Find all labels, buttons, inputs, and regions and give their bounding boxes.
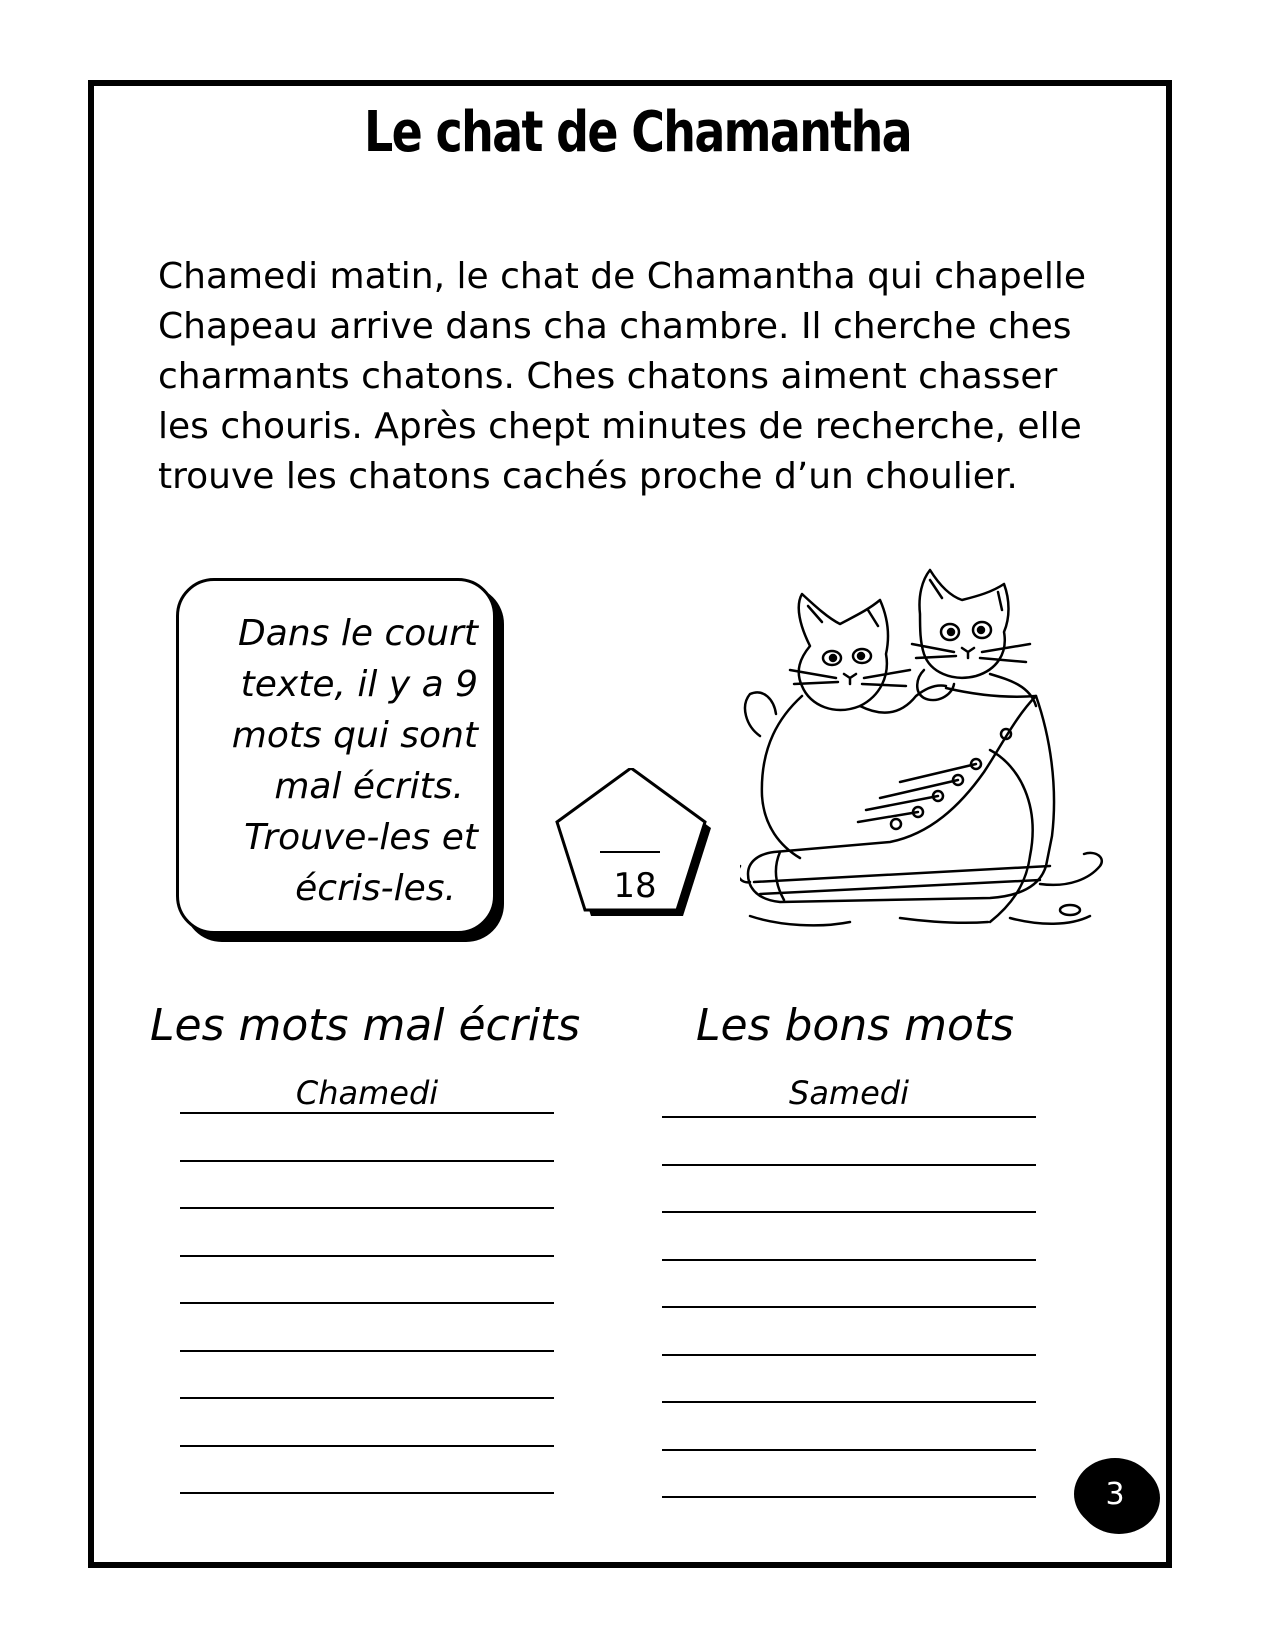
correct-words-heading: Les bons mots bbox=[696, 1000, 1015, 1051]
instruction-text bbox=[188, 608, 478, 914]
answer-line[interactable] bbox=[180, 1112, 554, 1114]
answer-line[interactable] bbox=[180, 1445, 554, 1447]
answer-line[interactable] bbox=[662, 1449, 1036, 1451]
answer-line[interactable] bbox=[662, 1401, 1036, 1403]
story-line: Chamedi matin, le chat de Chamantha qui chapelle bbox=[158, 256, 1087, 297]
instruction-line: mal écrits. bbox=[274, 766, 464, 807]
example-correct-word: Samedi bbox=[789, 1074, 909, 1112]
answer-line[interactable] bbox=[180, 1492, 554, 1494]
answer-line[interactable] bbox=[662, 1211, 1036, 1213]
answer-line[interactable] bbox=[662, 1116, 1036, 1118]
story-line: trouve les chatons cachés proche d’un choulier. bbox=[158, 456, 1018, 497]
answer-line[interactable] bbox=[662, 1354, 1036, 1356]
answer-line[interactable] bbox=[180, 1350, 554, 1352]
instruction-line: Trouve-les et bbox=[244, 817, 478, 858]
instruction-line: mots qui sont bbox=[231, 715, 478, 756]
answer-line[interactable] bbox=[662, 1496, 1036, 1498]
kittens-in-sneaker-illustration bbox=[740, 566, 1110, 966]
wrong-words-heading: Les mots mal écrits bbox=[150, 1000, 581, 1051]
instruction-line: écris-les. bbox=[295, 868, 456, 909]
page-title: Le chat de Chamantha bbox=[364, 100, 911, 165]
instruction-line: Dans le court bbox=[238, 613, 478, 654]
answer-line[interactable] bbox=[180, 1255, 554, 1257]
story-paragraph bbox=[158, 252, 1118, 502]
answer-line[interactable] bbox=[662, 1164, 1036, 1166]
answer-line[interactable] bbox=[662, 1259, 1036, 1261]
page-number-badge: 3 bbox=[1074, 1458, 1156, 1530]
story-line: charmants chatons. Ches chatons aiment chasser bbox=[158, 356, 1058, 397]
answer-line[interactable] bbox=[180, 1160, 554, 1162]
score-total: 18 bbox=[613, 866, 657, 906]
answer-line[interactable] bbox=[180, 1207, 554, 1209]
answer-line[interactable] bbox=[662, 1306, 1036, 1308]
story-line: Chapeau arrive dans cha chambre. Il cherche ches bbox=[158, 306, 1072, 347]
story-line: les chouris. Après chept minutes de recherche, elle bbox=[158, 406, 1082, 447]
answer-line[interactable] bbox=[180, 1397, 554, 1399]
instruction-line: texte, il y a 9 bbox=[240, 664, 478, 705]
example-wrong-word: Chamedi bbox=[295, 1074, 439, 1112]
answer-line[interactable] bbox=[180, 1302, 554, 1304]
